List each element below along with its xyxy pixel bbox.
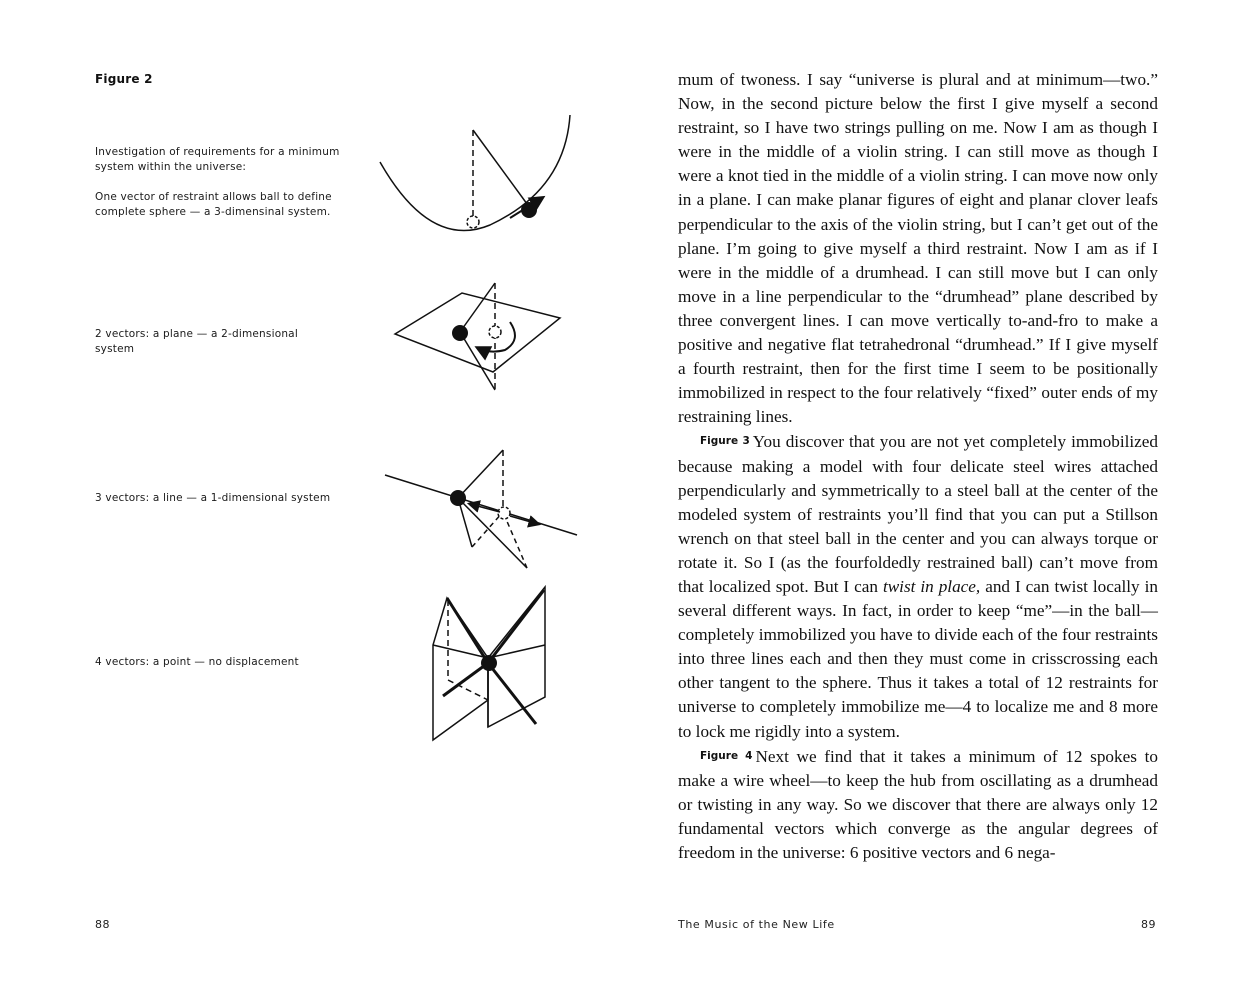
caption-four-vectors <box>95 655 340 670</box>
figure-reference: Figure 3 <box>700 435 750 448</box>
caption-line: 3 vectors: a line — a 1-dimensional system <box>95 492 331 504</box>
body-text <box>678 68 1158 865</box>
caption-line: 4 vectors: a point — no displacement <box>95 656 299 668</box>
diagram-one-vector <box>380 115 570 231</box>
caption-line: One vector of restraint allows ball to define complete sphere — a 3-dimensinal system. <box>95 191 332 218</box>
diagram-three-vectors <box>385 450 577 568</box>
caption-line: Investigation of requirements for a minimum system within the universe: <box>95 146 340 173</box>
caption-line: 2 vectors: a plane — a 2-dimensional system <box>95 328 298 355</box>
page-number-right: 89 <box>1141 918 1156 931</box>
figure-reference: Figure 4 <box>700 749 753 762</box>
paragraph-text: and I can twist locally in several different ways. In fact, in order to keep “me”—in the ball—completely immobilized you have to divide each of the four restraints into three lines each and then they must come in crisscrossing each other tangent to the sphere. Thus it takes a total of 12 restraints for universe to completely immobilize me—4 to localize me and 8 more to lock me rigidly into a system. <box>678 576 1158 741</box>
emphasized-text: twist in place, <box>882 576 981 596</box>
caption-one-vector <box>95 145 340 220</box>
diagram-four-vectors <box>433 587 545 740</box>
paragraph-text: Next we find that it takes a minimum of 12 spokes to make a wire wheel—to keep the hub from oscillating as a drumhead or twisting in any way. So we discover that there are always only 12 fundamental vectors which converge as the angular degrees of freedom in the universe: 6 positive vectors and 6 nega- <box>678 746 1158 862</box>
caption-two-vectors <box>95 327 340 357</box>
diagram-two-vectors <box>395 283 560 390</box>
paragraph: mum of twoness. I say “universe is plural and at minimum—two.” Now, in the second picture below the first I give myself a second restraint, so I have two strings pulling on me. Now I am as though I were in the middle of a violin string. I can still move as though I were a knot tied in the middle of a violin string. I can move now only in a plane. I can make planar figures of eight and planar clover leafs perpendicular to the axis of the violin string, but I can’t get out of the plane. I’m going to give myself a third restraint. Now I am as if I were in the middle of a drumhead. I can still move but I can only move in a line perpendicular to the “drumhead” plane described by three convergent lines. I can move vertically to-and-fro to make a positive and negative flat tetrahedronal “drumhead.” If I give myself a fourth restraint, then for the first time I seem to be positionally immobilized in respect to the four relatively “fixed” outer ends of my restraining lines. <box>678 70 1158 427</box>
running-head: The Music of the New Life <box>678 918 835 931</box>
page-number-left: 88 <box>95 918 110 931</box>
paragraph <box>678 429 1158 743</box>
paragraph-text: You discover that you are not yet completely immobilized because making a model with four delicate steel wires attached perpendicularly and symmetrically to a steel ball at the center of the modeled system of restraints you’ll find that you can put a Stillson wrench on that steel ball in the center and you can always torque or rotate it. So I (as the fourfoldedly restrained ball) can’t move from that localized spot. But I can <box>678 432 1158 596</box>
figure-diagrams <box>360 100 600 760</box>
caption-three-vectors <box>95 491 340 506</box>
figure-label: Figure 2 <box>95 72 153 86</box>
paragraph <box>678 744 1158 865</box>
